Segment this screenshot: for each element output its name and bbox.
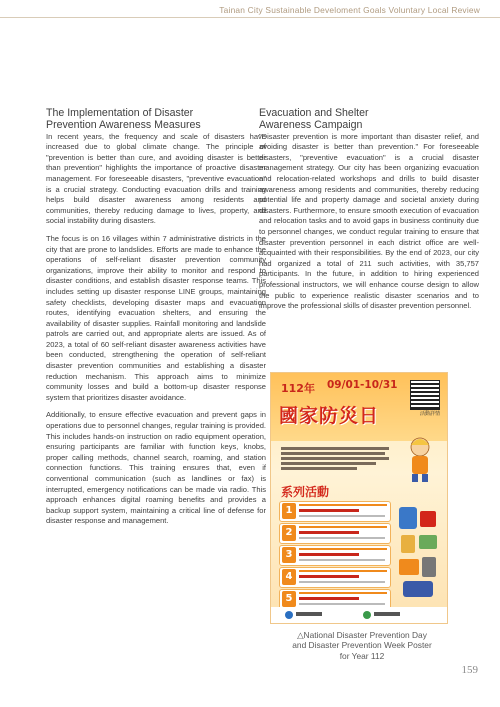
body-paragraph: The focus is on 16 villages within 7 administrative districts in the city that are prone to landslides. Efforts are made to enhance the operations of self-reliant disaster prevention community organizations, improve their ability to monitor and respond to disaster conditions, and establish disaster response teams. This includes setting up disaster response LINE groups, maintaining safety checklists, developing disaster maps and evacuation routes, identifying evacuation shelters, and ensuring the availability of disaster supplies. Rainfall monitoring and landslide patrols are carried out, and appropriate alerts are issued. As of 2023, a total of 60 self-reliant disaster awareness activities have been conducted, strengthening the operation of self-reliant disaster prevention communities and establishing a disaster reduction mechanism. This approach aims to minimize community losses and build a bottom-up disaster response system that prioritizes disaster avoidance.: [46, 233, 266, 402]
page-number: 159: [461, 664, 478, 676]
section-title-evacuation-campaign: [259, 108, 479, 132]
section-title-disaster-awareness: [46, 108, 266, 132]
event-title-bar: [299, 509, 359, 512]
poster-description-block: [281, 445, 389, 472]
caption-line-3: for Year 112: [339, 650, 385, 661]
event-date-bar: [299, 570, 387, 572]
right-column: [259, 108, 479, 319]
body-paragraph: "Disaster prevention is more important than disaster relief, and avoiding disaster is better than prevention." For foreseeable disasters, "preventive evacuation" is a crucial disaster management strategy. Our city has been organizing evacuation and relocation-related workshops and drills to build disaster awareness among residents and communities, thereby reducing potential life and property damage and societal anxiety during disasters. Furthermore, to ensure smooth execution of evacuation and relocation tasks and to avoid gaps in business continuity due to personnel changes, we conduct regular training to ensure that disaster prevention personnel in each district office are well-acquainted with their responsibilities. By the end of 2023, our city had organized a total of 211 such activities, with 35,757 participants. In the future, in addition to hiring experienced professional instructors, we will enhance course design to allow the public to experience realistic disaster scenarios and to improve the professional skills of disaster prevention personnel.: [259, 131, 479, 311]
left-column: [46, 108, 266, 534]
event-date-bar: [299, 592, 387, 594]
poster-event-item: [279, 501, 391, 522]
fire-agency-logo-icon: [363, 611, 371, 619]
section-title-line-2: Awareness Campaign: [259, 118, 363, 131]
event-number: 1: [282, 503, 296, 519]
event-title-bar: [299, 575, 359, 578]
poster-event-item: [279, 523, 391, 544]
logo-text-bar: [296, 612, 322, 616]
event-title-bar: [299, 531, 359, 534]
document-header-title: Tainan City Sustainable Develoment Goals Voluntary Local Review: [219, 5, 480, 15]
body-paragraph: Additionally, to ensure effective evacuation and prevent gaps in operations due to personnel changes, regular training is provided. This includes hands-on instruction on radio equipment operation, ensuring participants are familiar with function keys, knobs, proper calling methods, channel search, roaming, and station connection functions. This training ensures that, even if conventional communication (such as landlines or fax) is interrupted, emergency notifications can be made via radio. This approach enhances digital roaming benefits and provides a backup support system, maintaining a critical line of defense for disaster response and management.: [46, 410, 266, 526]
event-number: 4: [282, 569, 296, 585]
event-detail-bar: [299, 603, 385, 605]
disaster-prevention-poster: [270, 372, 448, 624]
caption-line-2: and Disaster Prevention Week Poster: [292, 640, 432, 651]
body-paragraph: In recent years, the frequency and scale of disasters have increased due to global climate change. The principle of "prevention is better than cure, and avoiding disaster is better than prevention" highlights the importance of proactive disaster management. For foreseeable disasters, "preventive evacuation" is a crucial strategy. Conducting evacuation drills and training helps build disaster awareness among residents and communities, thereby reducing damage to lives, property, and social instability during disasters.: [46, 131, 266, 226]
emergency-supplies-illustration-icon: [395, 505, 441, 601]
poster-footer: [271, 607, 447, 623]
event-title-bar: [299, 553, 359, 556]
event-detail-bar: [299, 537, 385, 539]
section-title-line-1: Evacuation and Shelter: [259, 107, 369, 119]
event-date-bar: [299, 526, 387, 528]
poster-year: 112年: [281, 382, 315, 395]
logo-text-bar: [374, 612, 400, 616]
poster-event-item: [279, 545, 391, 566]
event-detail-bar: [299, 559, 385, 561]
event-date-bar: [299, 504, 387, 506]
mascot-illustration-icon: [401, 435, 439, 483]
header-divider: [0, 17, 500, 18]
event-number: 2: [282, 525, 296, 541]
event-number: 3: [282, 547, 296, 563]
poster-caption: [262, 630, 462, 661]
event-detail-bar: [299, 581, 385, 583]
poster-event-item: [279, 567, 391, 588]
event-date-bar: [299, 548, 387, 550]
event-detail-bar: [299, 515, 385, 517]
event-title-bar: [299, 597, 359, 600]
qr-code-icon: [410, 380, 440, 410]
poster-main-title: 國家防災日: [279, 405, 380, 427]
poster-dates: 09/01-10/31: [327, 379, 398, 391]
poster-qr-label: 活動詳情: [419, 411, 440, 417]
caption-line-1: △National Disaster Prevention Day: [297, 630, 427, 640]
ministry-logo-icon: [285, 611, 293, 619]
section-title-line-1: The Implementation of Disaster: [46, 107, 194, 119]
section-title-line-2: Prevention Awareness Measures: [46, 118, 201, 131]
poster-series-title: 系列活動: [281, 485, 330, 499]
event-number: 5: [282, 591, 296, 607]
